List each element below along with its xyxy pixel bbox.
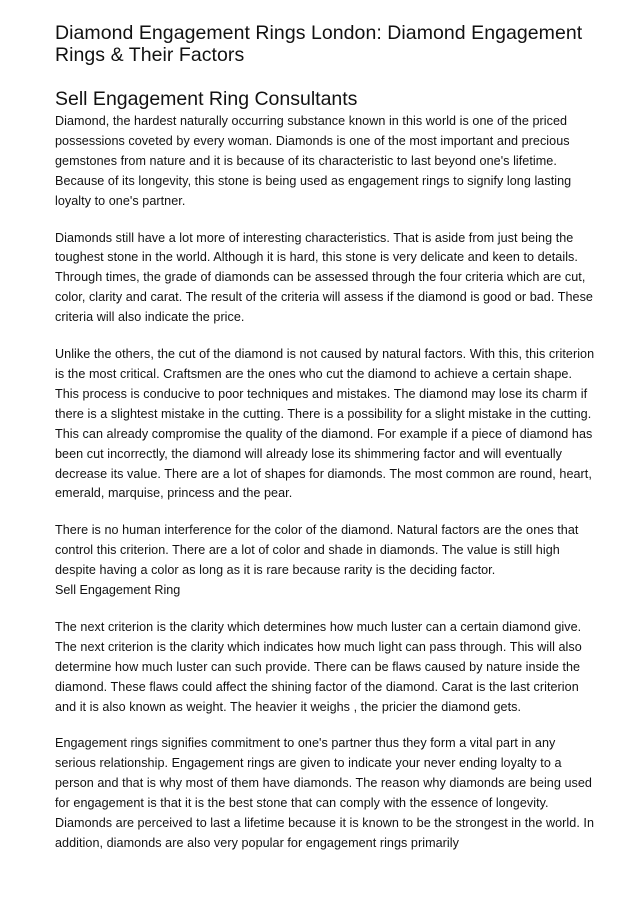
paragraph-cut: Unlike the others, the cut of the diamond is not caused by natural factors. With this, this criterion is the most critical. Craftsmen are the ones who cut the diamond to achieve a certain shape. This process is conducive to poor techniques and mistakes. The diamond may lose its charm if there is a slightest mistake in the cutting. There is a possibility for a slight mistake in the cutting. This can already compromise the quality of the diamond. For example if a piece of diamond has been cut incorrectly, the diamond will already lose its shimmering factor and will eventually decrease its value. There are a lot of shapes for diamonds. The most common are round, heart, emerald, marquise, princess and the pear. xyxy=(55,347,595,501)
inline-link-label: Sell Engagement Ring xyxy=(55,583,181,598)
document-title: Diamond Engagement Rings London: Diamond Engagement Rings & Their Factors xyxy=(55,22,583,66)
paragraph-intro: Diamond, the hardest naturally occurring substance known in this world is one of the priced possessions coveted by every woman. Diamonds is one of the most important and precious gemstones from nature and it is because of its characteristic to last beyond one's lifetime. Because of its longevity, this stone is being used as engagement rings to signify long lasting loyalty to one's partner. xyxy=(55,114,572,208)
document-page xyxy=(55,22,595,871)
paragraph-commitment: Engagement rings signifies commitment to one's partner thus they form a vital part in any serious relationship. Engagement rings are given to indicate your never ending loyalty to a person and that is why most of them have diamonds. The reason why diamonds are being used for engagement is that it is the best stone that can comply with the essence of longevity. Diamonds are perceived to last a lifetime because it is known to be the strongest in the world. In addition, diamonds are also very popular for engagement rings primarily xyxy=(55,736,595,850)
paragraph-clarity: The next criterion is the clarity which determines how much luster can a certain diamond give. The next criterion is the clarity which indicates how much light can pass through. This will also determine how much luster can such provide. There can be flaws caused by nature inside the diamond. These flaws could affect the shining factor of the diamond. Carat is the last criterion and it is also known as weight. The heavier it weighs , the pricier the diamond gets. xyxy=(55,619,582,714)
paragraph-color: There is no human interference for the color of the diamond. Natural factors are the ones that control this criterion. There are a lot of color and shade in diamonds. The value is still high despite having a color as long as it is rare because rarity is the deciding factor. xyxy=(55,523,579,578)
paragraph-characteristics: Diamonds still have a lot more of interesting characteristics. That is aside from just being the toughest stone in the world. Although it is hard, this stone is very delicate and keen to details. Through times, the grade of diamonds can be assessed through the four criteria which are cut, color, clarity and carat. The result of the criteria will assess if the diamond is good or bad. These criteria will also indicate the price. xyxy=(55,230,593,325)
section-subtitle: Sell Engagement Ring Consultants xyxy=(55,88,358,110)
